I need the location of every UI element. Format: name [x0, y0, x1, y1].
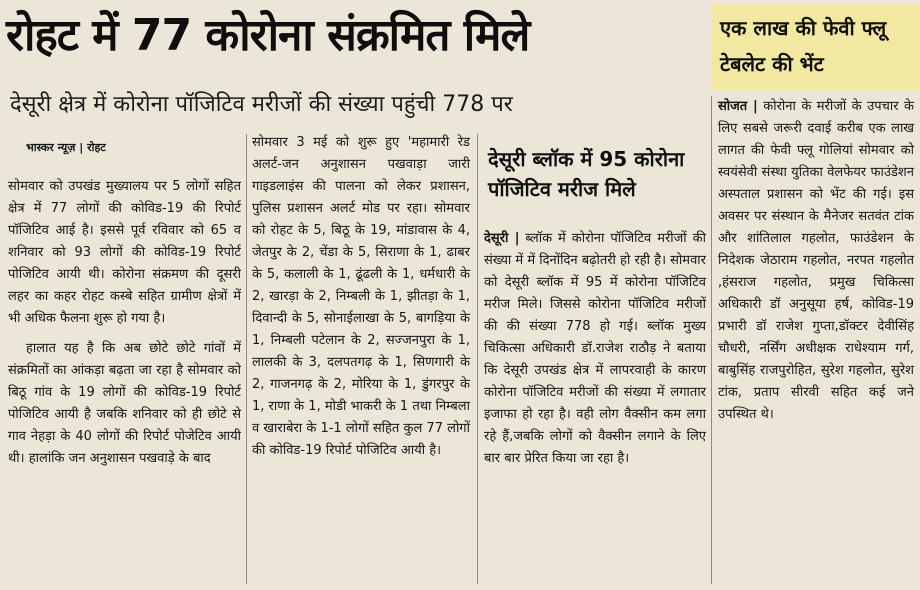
article-text: ब्लॉक में कोरोना पॉजिटिव मरीजों की संख्या में में दिनोंदिन बढ़ोतरी हो रही है। सोमवार को देसूरी ब्लॉक में 95 में कोरोना पॉजिटिव मरीज मिले। जिससे कोरोना पॉजिटिव मरीजों की की संख्या 778 हो गई। ब्लॉक मुख्य चिकित्सा अधिकारी डॉ.राजेश राठौड़ ने बताया कि देसूरी उपखंड क्षेत्र में लापरवाही के कारण कोरोना पॉजिटिव मरीजों की संख्या में लगातार इजाफा हो रहा है। वही लोग वैक्सीन कम लगा रहे हैं,जबकि लोगों को वैक्सीन लगाने के लिए बार बार प्रेरित किया जा रहा है।: [484, 231, 706, 466]
desuri-article-heading: देसूरी ब्लॉक में 95 कोरोना पॉजिटिव मरीज मिले: [488, 147, 685, 201]
dateline: सोजत |: [718, 99, 758, 114]
column-divider: [477, 134, 478, 584]
article-column-2: [252, 132, 470, 462]
article-text: कोरोना के मरीजों के उपचार के लिए सबसे जरूरी दवाई करीब एक लाख लागत की फेवी फ्लू गोलियां सोमवार को स्वयंसेवी संस्था युतिका वेलफेयर फाउंडेशन अस्पताल प्रशासन को भेंट की गई। इस अवसर पर संस्थान के मैनेजर सतवंत टांक और शांतिलाल गहलोत, फाउंडेशन के निदेशक जेठाराम गहलोत, नरपत गहलोत ,हंसराज गहलोत, प्रमुख चिकित्सा अधिकारी डॉ अनुसूया हर्ष, कोविड-19 प्रभारी डॉ राजेश गुप्ता,डॉक्टर देवीसिंह चौधरी, नर्सिंग अधीक्षक राधेश्याम गर्ग, बाबुसिंह राजपुरोहित, सुरेश गहलोत, सुरेश टांक, प्रताप सीरवी सहित कई जने उपस्थित थे।: [718, 99, 914, 422]
sidebar-article-body: [718, 96, 914, 426]
main-headline: रोहट में 77 कोरोना संक्रमित मिले: [6, 10, 530, 61]
sub-headline: देसूरी क्षेत्र में कोरोना पॉजिटिव मरीजों की संख्या पहुंची 778 पर: [10, 92, 513, 117]
column-divider: [711, 96, 712, 584]
article-column-1: [8, 176, 241, 470]
column-divider: [246, 134, 247, 584]
byline: भास्कर न्यूज़ | रोहट: [26, 141, 106, 154]
article-paragraph: सोमवार 3 मई को शुरू हुए 'महामारी रेड अलर्ट-जन अनुशासन पखवाड़ा जारी गाइडलाइंस की पालना को लेकर प्रशासन, पुलिस प्रशासन अलर्ट मोड पर रहा। सोमवार को रोहट के 5, बिठू के 19, मांडावास के 4, जेतपुर के 2, चेंडा के 5, सिराणा के 1, ढाबर के 5, कलाली के 1, ढूंढली के 1, धर्मधारी के 2, खारड़ा के 2, निम्बली के 1, झीतड़ा के 1, दिवान्दी के 5, सोनाईलाखा के 5, बागड़िया के 1, निम्बली पटेलान के 2, सज्जनपुरा के 1, लालकी के 3, दलपतगढ़ के 1, सिणगारी के 2, गाजनगढ़ के 2, मोरिया के 1, डुंगरपुर के 1, राणा के 1, मोडी भाकरी के 1 तथा निम्बला व खाराबेरा के 1-1 लोगों सहित कुल 77 लोगों की कोविड-19 रिपोर्ट पोजिटिव आयी है।: [252, 135, 470, 458]
article-paragraph: सोमवार को उपखंड मुख्यालय पर 5 लोगों सहित क्षेत्र में 77 लोगों की कोविड-19 की रिपोर्ट पॉजिटिव आई है। इससे पूर्व रविवार को 65 व शनिवार को 93 लोगों की कोविड-19 रिपोर्ट पोजिटिव आयी थी। कोरोना संक्रमण की दूसरी लहर का कहर रोहट कस्बे सहित ग्रामीण क्षेत्रों में भी अधिक फैलना शुरू हो गया है।: [8, 179, 241, 326]
article-paragraph: हालात यह है कि अब छोटे छोटे गांवों में संक्रमितों का आंकड़ा बढ़ता जा रहा है सोमवार को बिठू गांव के 19 लोगों की कोविड-19 रिपोर्ट पोजिटिव आयी है जबकि शनिवार को ही छोटे से गाव नेहड़ा के 40 लोगों की रिपोर्ट पोजेटिव आयी थी। हालांकि जन अनुशासन पखवाड़े के बाद: [8, 341, 241, 466]
sidebar-headline: एक लाख की फेवी फ्लू टेबलेट की भेंट: [720, 16, 887, 76]
dateline: देसूरी |: [484, 231, 520, 246]
desuri-article-body: [484, 228, 706, 470]
